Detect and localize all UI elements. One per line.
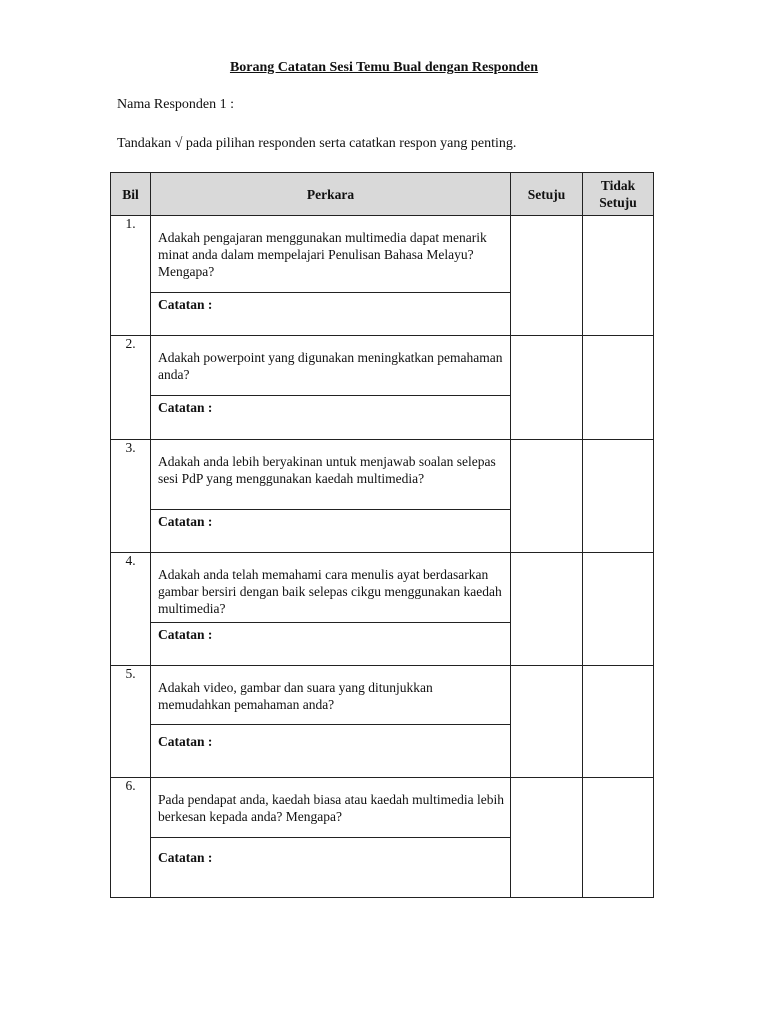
setuju-checkbox-cell[interactable]	[511, 336, 583, 440]
question-cell	[151, 778, 511, 898]
row-number: 3.	[111, 440, 151, 553]
row-number: 4.	[111, 553, 151, 666]
tidak-setuju-checkbox-cell[interactable]	[583, 216, 654, 336]
header-bil: Bil	[111, 173, 151, 216]
question-cell	[151, 553, 511, 666]
table-row	[111, 216, 654, 336]
question-text: Adakah powerpoint yang digunakan meningkatkan pemahaman anda?	[151, 336, 510, 396]
instruction-text: Tandakan √ pada pilihan responden serta catatkan respon yang penting.	[117, 136, 517, 151]
note-label: Catatan :	[158, 627, 213, 642]
tidak-setuju-checkbox-cell[interactable]	[583, 666, 654, 778]
table-header-row	[111, 173, 654, 216]
tidak-setuju-checkbox-cell[interactable]	[583, 553, 654, 666]
respondent-name-label: Nama Responden 1 :	[117, 97, 235, 112]
document-title: Borang Catatan Sesi Temu Bual dengan Responden	[229, 60, 539, 75]
row-number: 1.	[111, 216, 151, 336]
row-number: 2.	[111, 336, 151, 440]
table-row	[111, 336, 654, 440]
table-row	[111, 440, 654, 553]
setuju-checkbox-cell[interactable]	[511, 778, 583, 898]
setuju-checkbox-cell[interactable]	[511, 666, 583, 778]
setuju-checkbox-cell[interactable]	[511, 553, 583, 666]
interview-record-table	[110, 172, 654, 898]
table-row	[111, 553, 654, 666]
question-cell	[151, 440, 511, 553]
header-tidak-setuju-label: Tidak Setuju	[599, 178, 637, 210]
question-cell	[151, 336, 511, 440]
question-text: Adakah video, gambar dan suara yang ditunjukkan memudahkan pemahaman anda?	[151, 666, 510, 725]
table-row	[111, 778, 654, 898]
header-tidak-setuju	[583, 173, 654, 216]
tidak-setuju-checkbox-cell[interactable]	[583, 440, 654, 553]
setuju-checkbox-cell[interactable]	[511, 440, 583, 553]
setuju-checkbox-cell[interactable]	[511, 216, 583, 336]
question-cell	[151, 216, 511, 336]
note-label: Catatan :	[158, 400, 213, 415]
note-label: Catatan :	[158, 734, 213, 749]
note-label: Catatan :	[158, 514, 213, 529]
tidak-setuju-checkbox-cell[interactable]	[583, 336, 654, 440]
table-row	[111, 666, 654, 778]
question-text: Pada pendapat anda, kaedah biasa atau kaedah multimedia lebih berkesan kepada anda? Mengapa?	[151, 778, 510, 838]
row-number: 6.	[111, 778, 151, 898]
tidak-setuju-checkbox-cell[interactable]	[583, 778, 654, 898]
note-label: Catatan :	[158, 297, 213, 312]
header-setuju: Setuju	[511, 173, 583, 216]
question-cell	[151, 666, 511, 778]
note-label: Catatan :	[158, 850, 213, 865]
row-number: 5.	[111, 666, 151, 778]
question-text: Adakah anda telah memahami cara menulis ayat berdasarkan gambar bersiri dengan baik selepas cikgu menggunakan kaedah multimedia?	[151, 553, 510, 623]
question-text: Adakah pengajaran menggunakan multimedia dapat menarik minat anda dalam mempelajari Penulisan Bahasa Melayu? Mengapa?	[151, 216, 510, 293]
question-text: Adakah anda lebih beryakinan untuk menjawab soalan selepas sesi PdP yang menggunakan kaedah multimedia?	[151, 440, 510, 510]
header-perkara: Perkara	[151, 173, 511, 216]
